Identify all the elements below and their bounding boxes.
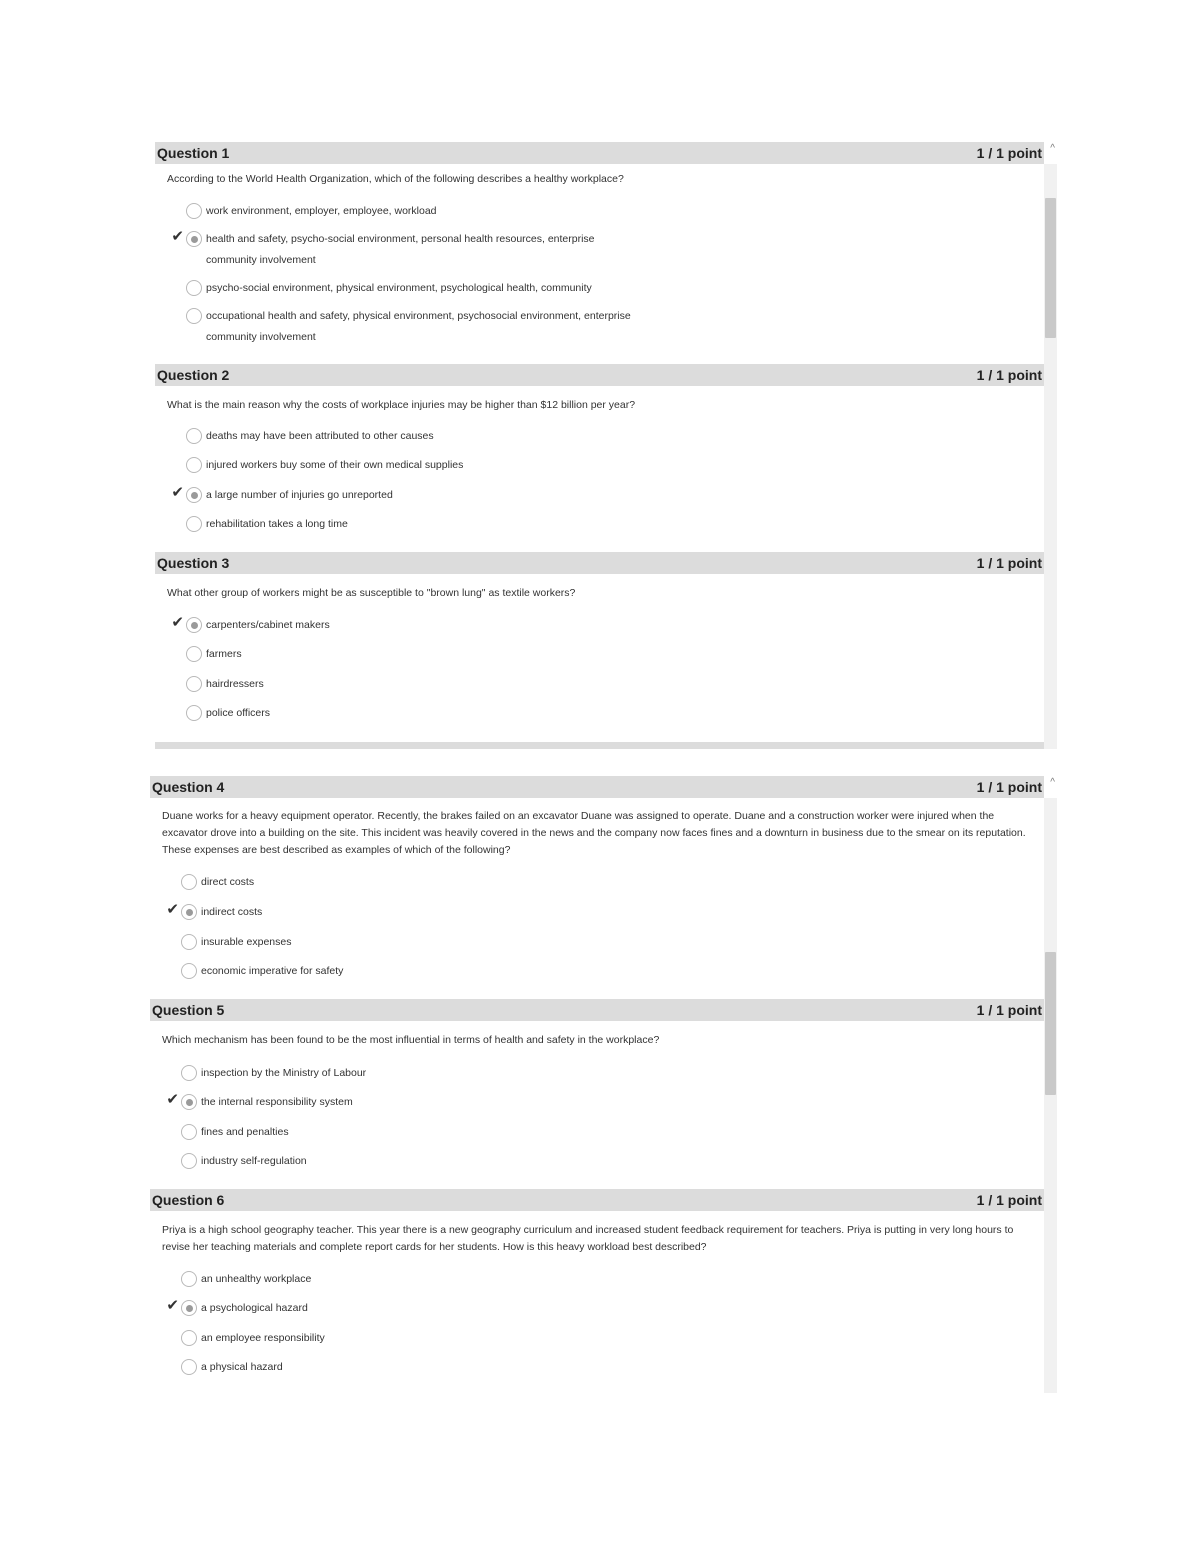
- radio-button-selected[interactable]: [186, 487, 202, 503]
- question-text: Duane works for a heavy equipment operator. Recently, the brakes failed on an excavator Duane was assigned to operate. Duane and a construction worker were injured when the excavator drove into a building on the site. This incident was heavily covered in the news and the company now faces fines and a downturn in business due to the smear on its reputation. These expenses are best described as examples of which of the following?: [162, 810, 1026, 856]
- radio-button[interactable]: [186, 308, 202, 324]
- question-points: 1 / 1 point: [976, 145, 1042, 161]
- radio-button[interactable]: [181, 874, 197, 890]
- answer-option[interactable]: [165, 1151, 641, 1171]
- option-label: an unhealthy workplace: [201, 1273, 312, 1285]
- question-title: Question 1: [157, 145, 230, 161]
- question-title: Question 4: [152, 779, 225, 795]
- checkmark-icon: ✔: [171, 614, 184, 631]
- option-label: occupational health and safety, physical environment, psychosocial environment, enterprise community involvement: [206, 310, 631, 343]
- question-title: Question 3: [157, 555, 230, 571]
- question-text: According to the World Health Organization, which of the following describes a healthy workplace?: [167, 173, 624, 185]
- answer-option[interactable]: [170, 229, 646, 269]
- option-label: an employee responsibility: [201, 1332, 325, 1344]
- radio-button[interactable]: [181, 1330, 197, 1346]
- scrollbar[interactable]: [1044, 798, 1057, 1393]
- option-label: farmers: [206, 648, 242, 660]
- radio-button[interactable]: [181, 1065, 197, 1081]
- option-label: injured workers buy some of their own medical supplies: [206, 459, 464, 471]
- option-label: direct costs: [201, 876, 255, 888]
- option-label: health and safety, psycho-social environment, personal health resources, enterprise community involvement: [206, 233, 595, 266]
- question-points: 1 / 1 point: [976, 779, 1042, 795]
- question-points: 1 / 1 point: [976, 1192, 1042, 1208]
- radio-button-selected[interactable]: [186, 617, 202, 633]
- answer-option[interactable]: [165, 1357, 641, 1377]
- radio-dot: [191, 492, 198, 499]
- radio-dot: [191, 236, 198, 243]
- radio-button[interactable]: [186, 516, 202, 532]
- answer-option[interactable]: [170, 306, 646, 346]
- answer-option[interactable]: [165, 902, 641, 922]
- option-label: a psychological hazard: [201, 1302, 308, 1314]
- question-header: [150, 999, 1044, 1021]
- radio-button[interactable]: [186, 457, 202, 473]
- answer-option[interactable]: [170, 426, 646, 446]
- question-text: Priya is a high school geography teacher. This year there is a new geography curriculum and increased student feedback requirement for teachers. Priya is putting in very long hours to revise her teaching materials and complete report cards for her students. How is this heavy workload best described?: [162, 1224, 1014, 1253]
- option-label: rehabilitation takes a long time: [206, 518, 348, 530]
- checkmark-icon: ✔: [171, 228, 184, 245]
- answer-option[interactable]: [170, 278, 646, 298]
- question-text: Which mechanism has been found to be the most influential in terms of health and safety in the workplace?: [162, 1034, 660, 1046]
- radio-button[interactable]: [181, 1359, 197, 1375]
- radio-button[interactable]: [186, 676, 202, 692]
- question-header: [155, 364, 1044, 386]
- scrollbar-thumb[interactable]: [1045, 952, 1056, 1095]
- question-points: 1 / 1 point: [976, 1002, 1042, 1018]
- option-label: economic imperative for safety: [201, 965, 344, 977]
- option-label: industry self-regulation: [201, 1155, 307, 1167]
- option-label: a physical hazard: [201, 1361, 283, 1373]
- radio-button[interactable]: [181, 1271, 197, 1287]
- question-title: Question 5: [152, 1002, 225, 1018]
- radio-button[interactable]: [181, 1124, 197, 1140]
- question-header: [155, 552, 1044, 574]
- question-text: What other group of workers might be as susceptible to "brown lung" as textile workers?: [167, 587, 576, 599]
- question-header: [155, 142, 1044, 164]
- answer-option[interactable]: [170, 455, 646, 475]
- radio-button[interactable]: [186, 280, 202, 296]
- option-label: deaths may have been attributed to other causes: [206, 430, 434, 442]
- option-label: insurable expenses: [201, 936, 292, 948]
- option-label: work environment, employer, employee, workload: [206, 205, 437, 217]
- scrollbar[interactable]: [1044, 164, 1057, 749]
- radio-button[interactable]: [186, 646, 202, 662]
- radio-button[interactable]: [186, 203, 202, 219]
- radio-button[interactable]: [181, 963, 197, 979]
- question-title: Question 2: [157, 367, 230, 383]
- radio-button-selected[interactable]: [181, 1094, 197, 1110]
- radio-button-selected[interactable]: [181, 1300, 197, 1316]
- next-question-header-cut: [155, 742, 1044, 749]
- radio-dot: [186, 909, 193, 916]
- chevron-up-icon[interactable]: ^: [1050, 143, 1055, 154]
- radio-dot: [186, 1305, 193, 1312]
- option-label: indirect costs: [201, 906, 263, 918]
- answer-option[interactable]: [165, 1269, 641, 1289]
- quiz-panel-1: [155, 142, 1057, 749]
- option-label: hairdressers: [206, 678, 264, 690]
- radio-button[interactable]: [181, 934, 197, 950]
- answer-option[interactable]: [165, 1063, 641, 1083]
- radio-dot: [191, 622, 198, 629]
- option-label: police officers: [206, 707, 271, 719]
- answer-option[interactable]: [165, 961, 641, 981]
- quiz-panel-2: [150, 776, 1057, 1393]
- answer-option[interactable]: [165, 1328, 641, 1348]
- question-points: 1 / 1 point: [976, 555, 1042, 571]
- answer-option[interactable]: [165, 932, 641, 952]
- checkmark-icon: ✔: [171, 484, 184, 501]
- answer-option[interactable]: [165, 1122, 641, 1142]
- option-label: inspection by the Ministry of Labour: [201, 1067, 367, 1079]
- option-label: the internal responsibility system: [201, 1096, 353, 1108]
- answer-option[interactable]: [170, 703, 646, 723]
- answer-option[interactable]: [170, 674, 646, 694]
- checkmark-icon: ✔: [166, 1091, 179, 1108]
- question-points: 1 / 1 point: [976, 367, 1042, 383]
- radio-button[interactable]: [186, 705, 202, 721]
- radio-button[interactable]: [181, 1153, 197, 1169]
- question-header: [150, 776, 1044, 798]
- answer-option[interactable]: [170, 644, 646, 664]
- answer-option[interactable]: [165, 1092, 641, 1112]
- radio-button-selected[interactable]: [181, 904, 197, 920]
- answer-option[interactable]: [165, 872, 641, 892]
- scrollbar-thumb[interactable]: [1045, 198, 1056, 338]
- radio-dot: [186, 1099, 193, 1106]
- option-label: a large number of injuries go unreported: [206, 489, 393, 501]
- radio-button[interactable]: [186, 428, 202, 444]
- answer-option[interactable]: [170, 514, 646, 534]
- option-label: psycho-social environment, physical environment, psychological health, community: [206, 282, 592, 294]
- answer-option[interactable]: [170, 615, 646, 635]
- checkmark-icon: ✔: [166, 1297, 179, 1314]
- chevron-up-icon[interactable]: ^: [1050, 777, 1055, 788]
- question-header: [150, 1189, 1044, 1211]
- question-title: Question 6: [152, 1192, 225, 1208]
- checkmark-icon: ✔: [166, 901, 179, 918]
- option-label: fines and penalties: [201, 1126, 289, 1138]
- option-label: carpenters/cabinet makers: [206, 619, 330, 631]
- radio-button-selected[interactable]: [186, 231, 202, 247]
- answer-option[interactable]: [170, 201, 646, 221]
- answer-option[interactable]: [170, 485, 646, 505]
- answer-option[interactable]: [165, 1298, 641, 1318]
- question-text: What is the main reason why the costs of workplace injuries may be higher than $12 billion per year?: [167, 399, 636, 411]
